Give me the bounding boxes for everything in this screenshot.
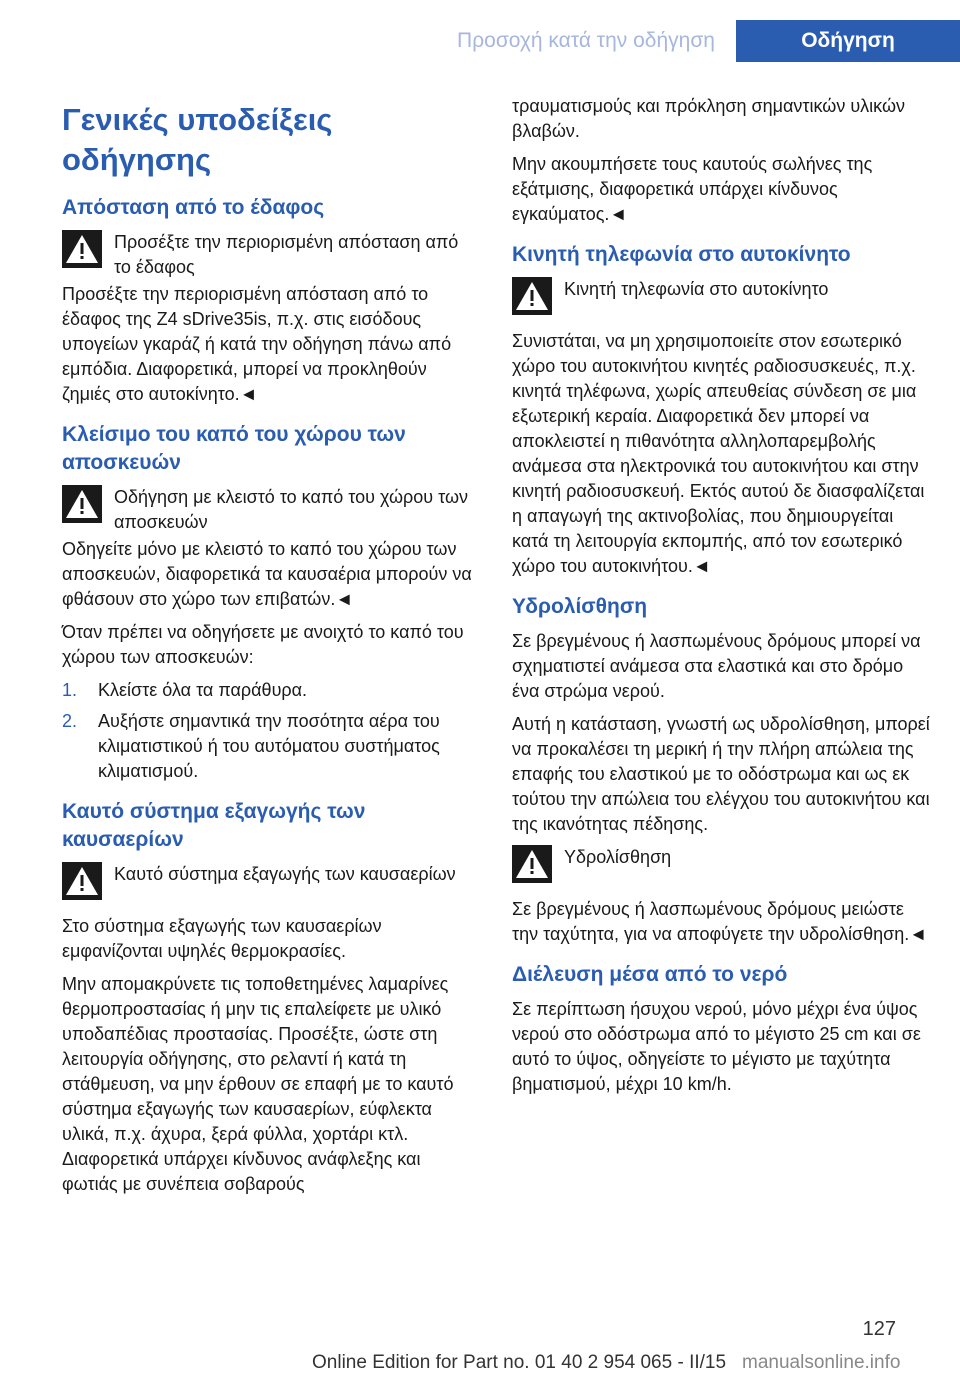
edition-note: Online Edition for Part no. 01 40 2 954 065 - II/15 bbox=[312, 1352, 727, 1373]
paragraph: Σε περίπτωση ήσυχου νερού, μόνο μέχρι ένα ύψος νερού στο οδόστρωμα από το μέγιστο 25 cm και σε αυτό το ύψος, οδηγείστε το μέγιστο με ταχύτητα βηματισμού, μέχρι 10 km/h. bbox=[512, 999, 921, 1094]
warning-title: Υδρολίσθηση bbox=[564, 847, 672, 867]
warning-block bbox=[512, 845, 930, 895]
right-column bbox=[512, 94, 930, 1105]
paragraph: Αυτή η κατάσταση, γνωστή ως υδρολίσθηση, μπορεί να προκαλέσει τη μερική ή την πλήρη απώλεια της επαφής του ελαστικού με το οδόστρωμα και ως εκ τούτου την απώλεια του ελέγχου του αυτοκινήτου και της ικανότητας πέδησης. bbox=[512, 714, 930, 834]
chapter-tab: Οδήγηση bbox=[736, 20, 960, 62]
paragraph: τραυματισμούς και πρόκληση σημαντικών υλικών βλαβών. bbox=[512, 96, 906, 141]
heading-trunk-lid: Κλείσιμο του καπό του χώρου των αποσκευών bbox=[62, 423, 406, 474]
section-tab: Προσοχή κατά την οδήγηση bbox=[457, 29, 715, 52]
warning-block bbox=[62, 230, 480, 280]
warning-title: Προσέξτε την περιορισμένη απόσταση από το έδαφος bbox=[114, 232, 459, 277]
warning-triangle-icon bbox=[512, 845, 552, 883]
warning-triangle-icon bbox=[62, 230, 102, 268]
paragraph: Όταν πρέπει να οδηγήσετε με ανοιχτό το καπό του χώρου των αποσκευών: bbox=[62, 622, 464, 667]
page-header bbox=[0, 0, 960, 62]
warning-block bbox=[512, 277, 930, 327]
warning-block bbox=[62, 485, 480, 535]
paragraph: Στο σύστημα εξαγωγής των καυσαερίων εμφανίζονται υψηλές θερμοκρασίες. bbox=[62, 916, 382, 961]
heading-aquaplaning: Υδρολίσθηση bbox=[512, 595, 648, 618]
warning-triangle-icon bbox=[62, 485, 102, 523]
heading-water-crossing: Διέλευση μέσα από το νερό bbox=[512, 963, 788, 986]
paragraph: Μην ακουμπήσετε τους καυτούς σωλήνες της εξάτμισης, διαφορετικά υπάρχει κίνδυνος εγκαύματος.◄ bbox=[512, 154, 873, 224]
paragraph: Συνιστάται, να μη χρησιμοποιείτε στον εσωτερικό χώρο του αυτοκινήτου κινητές ραδιοσυσκευές, π.χ. κινητά τηλέφωνα, χωρίς απευθείας σύνδεση σε μια εξωτερική κεραία. Διαφορετικά δεν μπορεί να αποκλειστεί η πιθανότητα αλληλοπαρεμβολής ανάμεσα στα ηλεκτρονικά του αυτοκινήτου και στην κινητή ραδιοσυσκευή. Εκτός αυτού δε διασφαλίζεται η απαγωγή της ακτινοβολίας, που δημιουργείται κατά τη λειτουργία εκπομπής, από τον εσωτερικό χώρο του αυτοκινήτου.◄ bbox=[512, 331, 925, 576]
left-column bbox=[62, 100, 480, 1205]
page-title: Γενικές υποδείξεις οδήγησης bbox=[62, 102, 333, 177]
warning-title: Οδήγηση με κλειστό το καπό του χώρου των αποσκευών bbox=[114, 487, 469, 532]
step-number: 2. bbox=[62, 711, 78, 731]
steps-list bbox=[62, 678, 480, 784]
page-number: 127 bbox=[862, 1318, 896, 1340]
heading-exhaust: Καυτό σύστημα εξαγωγής των καυσαερίων bbox=[62, 800, 366, 851]
step-number: 1. bbox=[62, 680, 78, 700]
paragraph: Οδηγείτε μόνο με κλειστό το καπό του χώρου των αποσκευών, διαφορετικά τα καυσαέρια μπορούν να φθάσουν στο χώρο των επιβατών.◄ bbox=[62, 539, 472, 609]
warning-block bbox=[62, 862, 480, 912]
heading-mobile-phones: Κινητή τηλεφωνία στο αυτοκίνητο bbox=[512, 243, 851, 266]
step-text: Αυξήστε σημαντικά την ποσότητα αέρα του κλιματιστικού ή του αυτόματου συστήματος κλιματισμού. bbox=[98, 711, 440, 781]
paragraph: Σε βρεγμένους ή λασπωμένους δρόμους μπορεί να σχηματιστεί ανάμεσα στα ελαστικά και στο δρόμο ένα στρώμα νερού. bbox=[512, 631, 921, 701]
heading-ground-clearance: Απόσταση από το έδαφος bbox=[62, 196, 325, 219]
warning-triangle-icon bbox=[512, 277, 552, 315]
paragraph: Μην απομακρύνετε τις τοποθετημένες λαμαρίνες θερμοπροστασίας ή μην τις επαλείφετε με υλικό υποδαπέδιας προστασίας. Προσέξτε, ώστε στη λειτουργία οδήγησης, στο ρελαντί ή κατά τη στάθμευση, να μην έρθουν σε επαφή με το καυτό σύστημα εξαγωγής των καυσαερίων, εύφλεκτα υλικά, π.χ. άχυρα, ξερά φύλλα, χορτάρι κτλ. Διαφορετικά υπάρχει κίνδυνος ανάφλεξης και φωτιάς με συνέπεια σοβαρούς bbox=[62, 974, 454, 1194]
warning-triangle-icon bbox=[62, 862, 102, 900]
list-item bbox=[62, 678, 480, 703]
paragraph: Προσέξτε την περιορισμένη απόσταση από το έδαφος της Z4 sDrive35is, π.χ. στις εισόδους υπογείων γκαράζ ή κατά την οδήγηση πάνω από εμπόδια. Διαφορετικά, μπορεί να προκληθούν ζημιές στο αυτοκίνητο.◄ bbox=[62, 284, 452, 404]
paragraph: Σε βρεγμένους ή λασπωμένους δρόμους μειώστε την ταχύτητα, για να αποφύγετε την υδρολίσθηση.◄ bbox=[512, 899, 928, 944]
warning-title: Καυτό σύστημα εξαγωγής των καυσαερίων bbox=[114, 864, 456, 884]
warning-title: Κινητή τηλεφωνία στο αυτοκίνητο bbox=[564, 279, 829, 299]
step-text: Κλείστε όλα τα παράθυρα. bbox=[98, 680, 308, 700]
list-item bbox=[62, 709, 480, 784]
watermark: manualsonline.info bbox=[742, 1352, 901, 1373]
